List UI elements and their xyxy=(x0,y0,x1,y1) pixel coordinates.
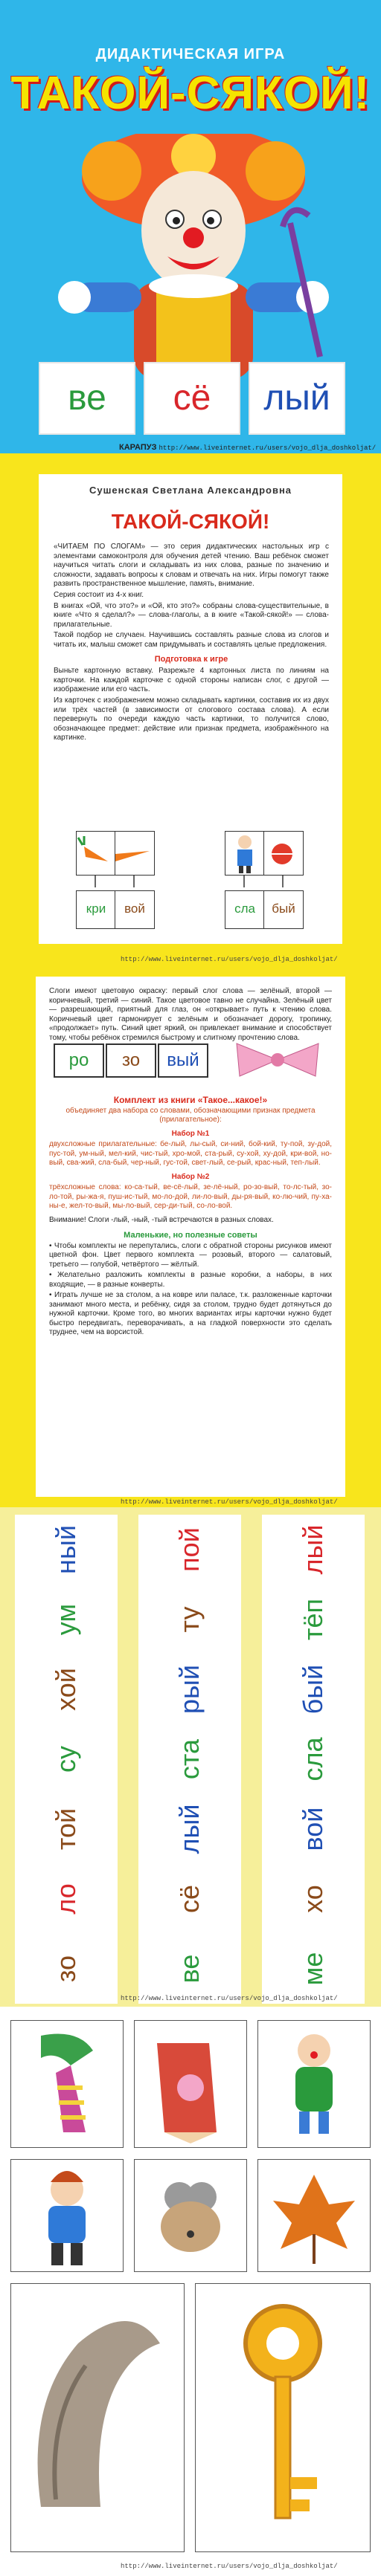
picture-card xyxy=(10,2020,124,2148)
syllable-cell xyxy=(262,1724,365,1794)
syllable-cell xyxy=(15,1515,118,1585)
syllable-cell xyxy=(138,1794,241,1864)
picture-card xyxy=(134,2159,247,2272)
watermark-url: http://www.liveinternet.ru/users/vojo_dlja_doshkoljat/ xyxy=(121,1498,338,1506)
syllable-card xyxy=(158,1043,208,1078)
syllable-cell xyxy=(138,1724,241,1794)
syllable-cell xyxy=(15,1585,118,1654)
syllable-cell xyxy=(262,1864,365,1934)
syllable-text: бый xyxy=(298,1664,328,1715)
syllable-text: вой xyxy=(124,902,145,916)
syllable-text: сла xyxy=(234,902,255,916)
set2-words: трёхсложные слова: ко-са-тый, ве-сё-лый, зе-лё-ный, ро-зо-вый, то-лс-тый, зо-ло-той, ры-жа-я, пуш-ис-тый, мо-ло-дой, ли-ло-вый, ды-ря-вый, ко-лю-чий, пу-ха-ны-е, жел-то-вый, мы-ло-вый, сер-ди-тый, со-ло-вой. xyxy=(49,1183,332,1210)
syllable-text: ный xyxy=(51,1525,81,1574)
syllable-card-3 xyxy=(249,362,345,435)
syllable-cell xyxy=(138,1585,241,1654)
attention-note: Внимание! Слоги -лый, -ный, -тый встречаются в разных словах. xyxy=(49,1215,274,1224)
picture-card xyxy=(195,2283,371,2552)
syllable-text: зо xyxy=(121,1050,141,1070)
picture-card xyxy=(134,2020,247,2148)
publisher-logo xyxy=(119,443,376,452)
instruction-sheet xyxy=(39,474,342,944)
clown-illustration xyxy=(45,134,342,379)
page-title: ТАКОЙ-СЯКОЙ! xyxy=(111,510,270,533)
syllable-cell xyxy=(15,1934,118,2004)
syllable-card xyxy=(54,1043,104,1078)
syllable-text: кри xyxy=(86,902,106,916)
syllable-text: сё xyxy=(174,1884,205,1914)
rules-sheet xyxy=(36,977,345,1497)
watermark-url: http://www.liveinternet.ru/users/vojo_dlja_doshkoljat/ xyxy=(159,444,377,452)
picture-card xyxy=(10,2283,185,2552)
syllable-text: вой xyxy=(298,1807,328,1851)
syllable-text: бый xyxy=(272,902,295,916)
kit-subheading: объединяет два набора со словами, обозначающими признак предмета (прилагательное): xyxy=(65,1106,316,1124)
kit-description xyxy=(49,1096,332,1339)
prep-paragraph-1: Выньте картонную вставку. Разрежьте 4 картонных листа по линиям на карточки. На каждой карточке с одной стороны написан слог, с другой — изображение или его часть. xyxy=(54,667,329,694)
set2-heading: Набор №2 xyxy=(171,1172,210,1181)
syllable-cell xyxy=(262,1585,365,1654)
advice-item-2: • Желательно разложить комплекты в разные коробки, а наборы, в них входящие, — в разные конверты. xyxy=(49,1271,332,1289)
syllable-text: ро xyxy=(68,1050,89,1070)
syllable-text: ме xyxy=(298,1952,328,1986)
intro-paragraph: «ЧИТАЕМ ПО СЛОГАМ» — это серия дидактических настольных игр с элементами самоконтроля для обучения детей чтению. Ваш ребёнок сможет научиться читать слоги и складывать из них слова, разные по значению и сложности, задавать вопросы к словам и отвечать на них. Игры помогут также развить пространственное мышление, память, внимание. xyxy=(54,543,329,589)
cover-title: ТАКОЙ-СЯКОЙ! xyxy=(10,68,371,119)
syllable-cell xyxy=(15,1724,118,1794)
set1-heading: Набор №1 xyxy=(171,1129,210,1138)
syllable-text: лый xyxy=(298,1524,328,1575)
key-icon xyxy=(196,2284,370,2551)
advice-item-1: • Чтобы комплекты не перепутались, слоги с обратной стороны рисунков имеют цветной фон. Цвет первого комплекта — розовый, второго — салатовый, третьего — голубой, четвёртого — жёлтый. xyxy=(49,1241,332,1269)
clown-icon xyxy=(258,2021,370,2147)
syllable-text: хой xyxy=(51,1668,81,1711)
syllable-cell xyxy=(15,1864,118,1934)
instructions-page xyxy=(0,453,381,966)
advice-item-3: • Играть лучше не за столом, а на ковре или паласе, т.к. разложенные карточки занимают много места, и ребёнку, сидя за столом, трудно будет дотянуться до нужной карточки. Кроме того, во многих вариантах игры карточки нужно будет быстро передвигать, переворачивать, а на гладкой поверхности это сделать труднее, чем на ворсистой. xyxy=(49,1291,332,1336)
syllable-cell xyxy=(262,1934,365,2004)
bow-icon xyxy=(229,1039,326,1081)
syllable-cell xyxy=(138,1515,241,1585)
syllable-text: лый xyxy=(263,378,330,418)
author-name: Сушенская Светлана Александровна xyxy=(89,485,292,496)
syllable-cell xyxy=(15,1794,118,1864)
syllable-cell xyxy=(138,1654,241,1724)
syllable-text: зо xyxy=(51,1955,81,1983)
leaf-icon xyxy=(258,2160,370,2271)
prep-paragraph-2: Из карточек с изображением можно складывать картинки, составив их из двух или трёх частей (в зависимости от слогового состава слова). А если перевернуть по очереди каждую часть картинки, то получится слово, обозначающее предмет: действие или признак предмета, изображённого на картинке. xyxy=(54,696,329,742)
syllable-cell xyxy=(138,1864,241,1934)
syllable-cards-sheet xyxy=(0,1507,381,2007)
mouse-icon xyxy=(135,2160,246,2271)
syllable-cell xyxy=(138,1934,241,2004)
syllable-text: су xyxy=(51,1746,81,1773)
help-paragraph: Такой подбор не случаен. Научившись составлять разные слова из слогов и читать их, малыш сможет сам придумывать и составлять целые предложения. xyxy=(54,631,329,649)
advice-heading: Маленькие, но полезные советы xyxy=(124,1231,257,1240)
syllable-text: сла xyxy=(298,1737,328,1781)
color-explanation xyxy=(49,987,332,1044)
syllable-cell xyxy=(262,1794,365,1864)
picture-card xyxy=(257,2159,371,2272)
rules-page xyxy=(0,966,381,1507)
picture-card xyxy=(257,2020,371,2148)
flip-arrows xyxy=(39,474,342,944)
watermark-url: http://www.liveinternet.ru/users/vojo_dlja_doshkoljat/ xyxy=(121,956,338,963)
syllable-text: ста xyxy=(174,1738,205,1780)
syllable-text: пой xyxy=(174,1527,205,1572)
syllable-text: ту xyxy=(174,1606,205,1633)
syllable-text: ве xyxy=(68,378,106,418)
books-paragraph: В книгах «Ой, что это?» и «Ой, кто это?» собраны слова-существительные, в книге «Что я сделал?» — слова-глаголы, а в книге «Такой-сякой!» — слова-прилагательные. xyxy=(54,601,329,629)
set1-words: двухсложные прилагательные: бе-лый, лы-сый, си-ний, бой-кий, ту-пой, зу-дой, пус-той, ум-ный, мел-кий, чис-тый, хро-мой, ста-рый, су-хой, ху-дой, кри-вой, но-вый, сва-жий, сла-бый, чер-ный, гус-той, свет-лый, се-рый, крас-ный, теп-лый. xyxy=(49,1140,332,1167)
syllable-text: ло xyxy=(51,1883,81,1915)
pencil-icon xyxy=(135,2021,246,2147)
kit-heading: Комплект из книги «Такое...какое!» xyxy=(113,1095,268,1105)
scarf-icon xyxy=(11,2021,123,2147)
boy-icon xyxy=(11,2160,123,2271)
syllable-text: ум xyxy=(51,1603,81,1636)
syllable-cell xyxy=(15,1654,118,1724)
publisher-name: КАРАПУЗ xyxy=(119,443,157,452)
syllable-card xyxy=(106,1043,156,1078)
section-heading: Подготовка к игре xyxy=(154,654,228,664)
syllable-text: хо xyxy=(298,1885,328,1913)
series-paragraph: Серия состоит из 4-х книг. xyxy=(54,590,144,599)
syllable-text: рый xyxy=(174,1665,205,1715)
syllable-text: ве xyxy=(174,1954,205,1984)
watermark-url: http://www.liveinternet.ru/users/vojo_dlja_doshkoljat/ xyxy=(121,1995,338,2002)
syllable-text: той xyxy=(51,1808,81,1851)
color-paragraph: Слоги имеют цветовую окраску: первый слог слова — зелёный, второй — коричневый, третий — синий. Такое цветовое тавно не случайна. Зелёный цвет — разрешающий, приятный для глаз, он «открывает» путь к чтению слова. Коричневый цвет гармонирует с зелёным и обозначает дорогу, тропинку, «продолжает» путь. Синий цвет яркий, он привлекает внимание и способствует тому, чтобы ребёнок стремился быстрому и слитному прочтению слова. xyxy=(49,987,332,1042)
picture-card xyxy=(10,2159,124,2272)
syllable-text: тёп xyxy=(298,1599,328,1641)
syllable-cell xyxy=(262,1654,365,1724)
syllable-cell xyxy=(262,1515,365,1585)
picture-cards-sheet xyxy=(0,2007,381,2576)
syllable-card-2 xyxy=(144,362,240,435)
cover-page xyxy=(0,0,381,453)
syllable-card-1 xyxy=(39,362,135,435)
tail-icon xyxy=(11,2284,184,2551)
watermark-url: http://www.liveinternet.ru/users/vojo_dlja_doshkoljat/ xyxy=(121,2563,338,2570)
cover-subtitle: ДИДАКТИЧЕСКАЯ ИГРА xyxy=(95,46,286,62)
syllable-text: сё xyxy=(173,378,211,418)
syllable-text: лый xyxy=(174,1804,205,1854)
syllable-text: вый xyxy=(167,1050,199,1070)
